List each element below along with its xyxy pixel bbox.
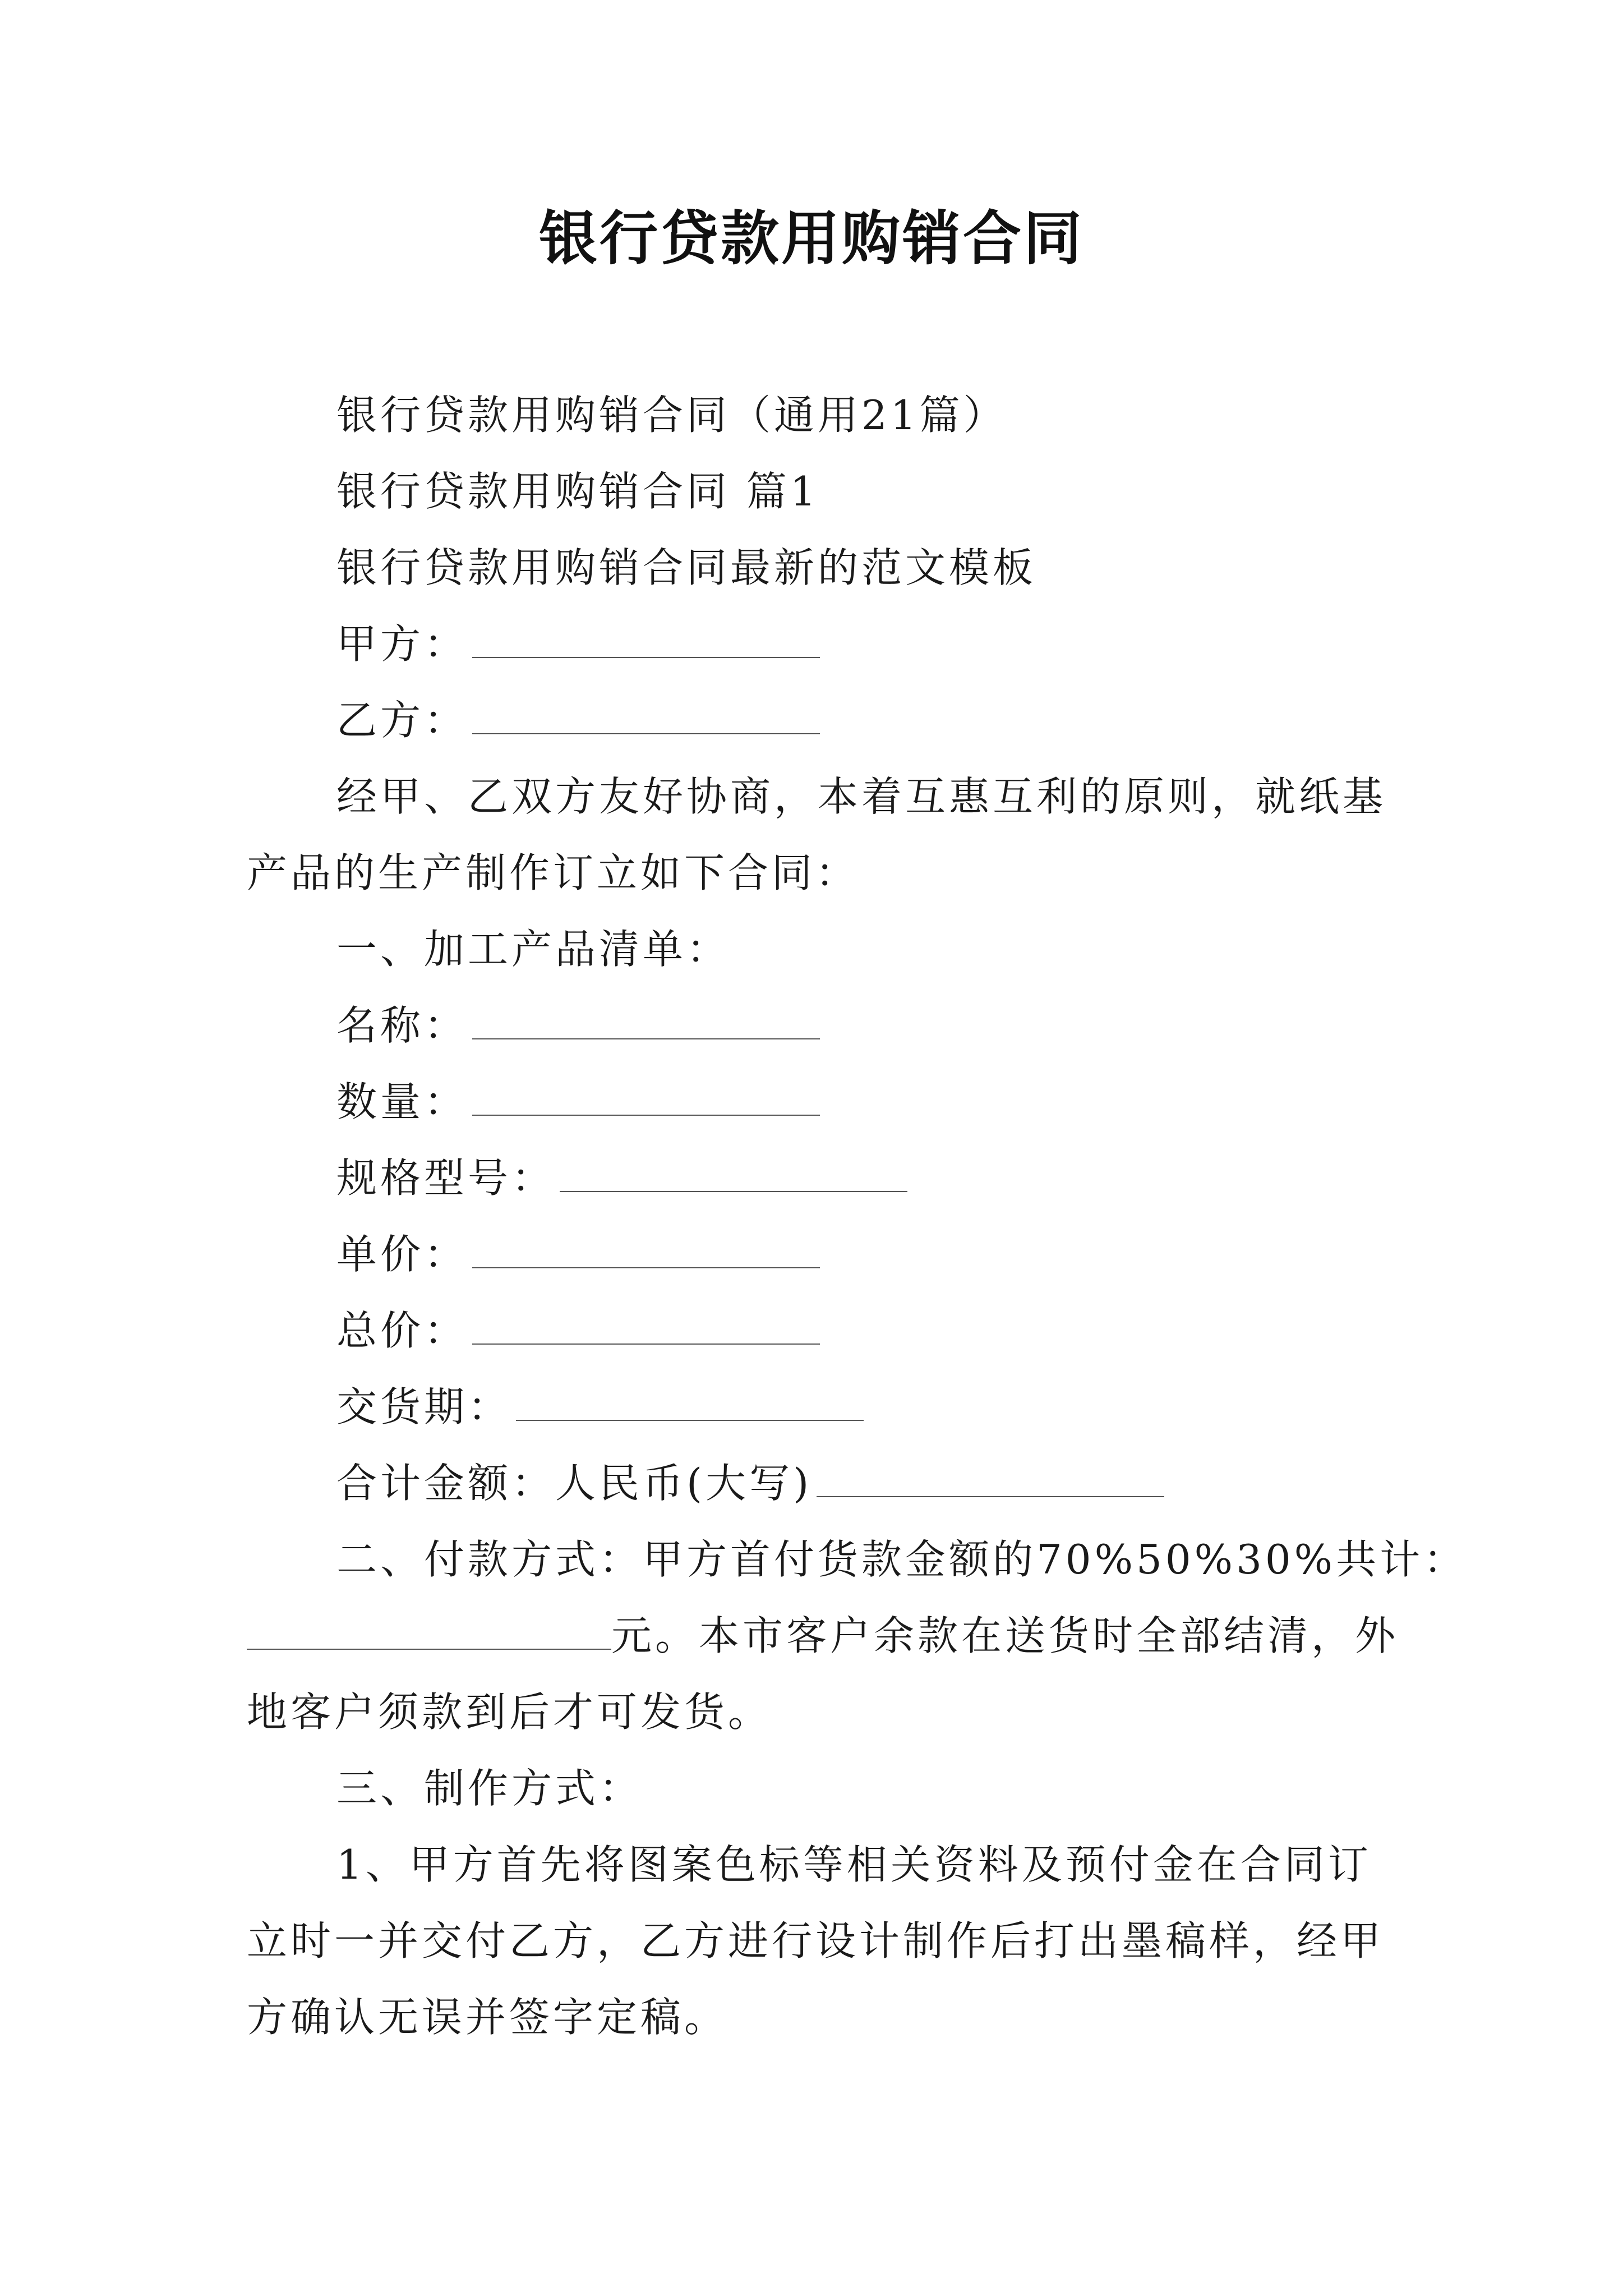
field-name-blank — [472, 1005, 820, 1039]
field-unit-price-line — [336, 1226, 820, 1282]
party-a-label: 甲方： — [336, 620, 468, 668]
item-1-line-3: 方确认无误并签字定稿。 — [247, 1994, 728, 2041]
field-spec-line — [336, 1150, 907, 1206]
field-total-price-blank — [472, 1310, 820, 1345]
field-delivery-blank — [516, 1386, 864, 1421]
chapter-heading: 银行贷款用购销合同 篇1 — [336, 468, 819, 515]
field-delivery-line — [336, 1379, 864, 1435]
field-spec-label: 规格型号： — [336, 1154, 556, 1202]
field-name-label: 名称： — [336, 1002, 468, 1049]
section-1-heading: 一、加工产品清单： — [336, 926, 731, 973]
intro-line-1: 经甲、乙双方友好协商，本着互惠互利的原则，就纸基 — [336, 773, 1387, 820]
document-title: 银行贷款用购销合同 — [538, 204, 1084, 273]
field-sum-label: 合计金额：人民币(大写) — [336, 1460, 813, 1507]
field-quantity-blank — [472, 1081, 820, 1116]
field-unit-price-label: 单价： — [336, 1231, 468, 1278]
party-b-blank — [472, 700, 820, 734]
section-3-heading: 三、制作方式： — [336, 1765, 643, 1812]
party-b-label: 乙方： — [336, 697, 468, 744]
field-total-price-label: 总价： — [336, 1307, 468, 1354]
field-sum-blank — [817, 1462, 1164, 1497]
field-total-price-line — [336, 1303, 820, 1359]
field-name-line — [336, 997, 820, 1053]
field-quantity-label: 数量： — [336, 1078, 468, 1125]
section-2-line-3: 地客户须款到后才可发货。 — [247, 1688, 772, 1736]
item-1-line-2: 立时一并交付乙方，乙方进行设计制作后打出墨稿样，经甲 — [247, 1917, 1385, 1964]
intro-line-2: 产品的生产制作订立如下合同： — [247, 849, 860, 896]
document-subtitle: 银行贷款用购销合同（通用21篇） — [336, 392, 1007, 439]
section-2-line-2 — [247, 1608, 1399, 1664]
field-unit-price-blank — [472, 1234, 820, 1268]
section-2-line-2-text: 元。本市客户余款在送货时全部结清，外 — [611, 1612, 1399, 1659]
party-b-line — [336, 692, 820, 748]
party-a-blank — [472, 623, 820, 658]
field-delivery-label: 交货期： — [336, 1383, 512, 1430]
field-quantity-line — [336, 1074, 820, 1130]
field-spec-blank — [560, 1157, 907, 1192]
party-a-line — [336, 616, 820, 672]
payment-amount-blank — [247, 1615, 611, 1650]
item-1-line-1: 1、甲方首先将图案色标等相关资料及预付金在合同订 — [336, 1841, 1372, 1888]
section-2-line-1: 二、付款方式：甲方首付货款金额的70%50%30%共计： — [336, 1536, 1468, 1583]
template-heading: 银行贷款用购销合同最新的范文模板 — [336, 544, 1037, 591]
field-sum-line — [336, 1455, 1164, 1511]
